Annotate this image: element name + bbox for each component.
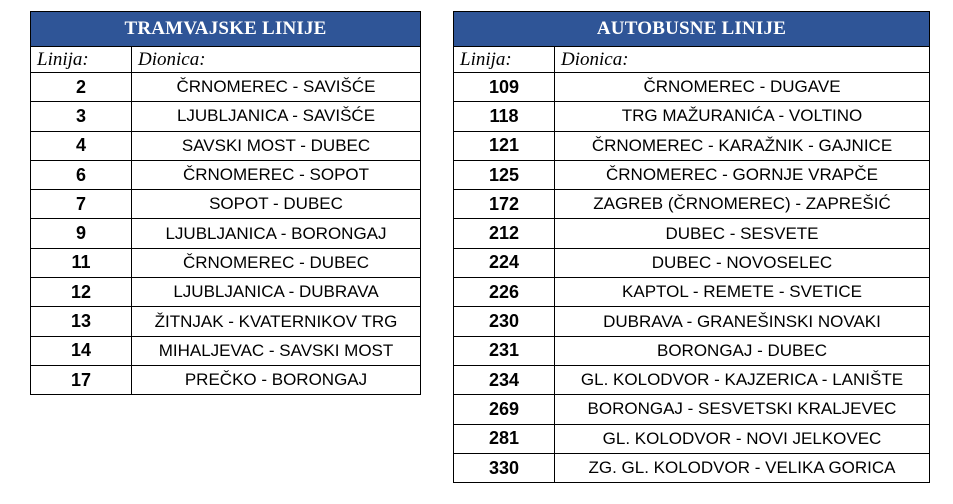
bus-col-section-header: Dionica: [555,47,930,73]
table-row [454,248,930,277]
route-section: ČRNOMEREC - DUBEC [132,248,421,277]
line-number: 226 [454,278,555,307]
line-number: 14 [31,336,132,365]
line-number: 11 [31,248,132,277]
route-section: KAPTOL - REMETE - SVETICE [555,278,930,307]
table-row [454,190,930,219]
route-section: SOPOT - DUBEC [132,190,421,219]
table-row [31,307,421,336]
route-section: TRG MAŽURANIĆA - VOLTINO [555,102,930,131]
route-section: PREČKO - BORONGAJ [132,365,421,394]
tram-table-title: TRAMVAJSKE LINIJE [31,12,421,47]
table-row [31,248,421,277]
line-number: 125 [454,160,555,189]
line-number: 234 [454,365,555,394]
line-number: 281 [454,424,555,453]
line-number: 330 [454,453,555,482]
line-number: 118 [454,102,555,131]
route-section: ČRNOMEREC - GORNJE VRAPČE [555,160,930,189]
table-row [454,278,930,307]
route-section: DUBRAVA - GRANEŠINSKI NOVAKI [555,307,930,336]
table-row [31,219,421,248]
route-section: DUBEC - SESVETE [555,219,930,248]
bus-lines-table [453,11,930,483]
tram-lines-table [30,11,421,395]
route-section: ŽITNJAK - KVATERNIKOV TRG [132,307,421,336]
table-row [31,365,421,394]
line-number: 224 [454,248,555,277]
route-section: GL. KOLODVOR - KAJZERICA - LANIŠTE [555,365,930,394]
table-row [454,160,930,189]
route-section: LJUBLJANICA - DUBRAVA [132,278,421,307]
table-row [454,365,930,394]
table-row [31,278,421,307]
route-section: BORONGAJ - SESVETSKI KRALJEVEC [555,395,930,424]
table-row [454,453,930,482]
table-row [454,307,930,336]
bus-table-body [454,73,930,483]
table-row [454,102,930,131]
route-section: ČRNOMEREC - KARAŽNIK - GAJNICE [555,131,930,160]
table-row [454,131,930,160]
route-section: BORONGAJ - DUBEC [555,336,930,365]
line-number: 230 [454,307,555,336]
table-row [454,219,930,248]
line-number: 4 [31,131,132,160]
route-section: LJUBLJANICA - BORONGAJ [132,219,421,248]
table-row [31,160,421,189]
line-number: 231 [454,336,555,365]
line-number: 109 [454,73,555,102]
line-number: 3 [31,102,132,131]
line-number: 2 [31,73,132,102]
route-section: ČRNOMEREC - SAVIŠĆE [132,73,421,102]
table-row [454,424,930,453]
route-section: SAVSKI MOST - DUBEC [132,131,421,160]
bus-table-title: AUTOBUSNE LINIJE [454,12,930,47]
table-row [31,190,421,219]
route-section: ZG. GL. KOLODVOR - VELIKA GORICA [555,453,930,482]
table-row [31,73,421,102]
tram-col-section-header: Dionica: [132,47,421,73]
line-number: 13 [31,307,132,336]
tram-table-body [31,73,421,395]
table-row [454,73,930,102]
route-section: LJUBLJANICA - SAVIŠĆE [132,102,421,131]
line-number: 212 [454,219,555,248]
line-number: 269 [454,395,555,424]
line-number: 6 [31,160,132,189]
route-section: DUBEC - NOVOSELEC [555,248,930,277]
line-number: 12 [31,278,132,307]
route-section: MIHALJEVAC - SAVSKI MOST [132,336,421,365]
bus-col-line-header: Linija: [454,47,555,73]
line-number: 9 [31,219,132,248]
route-section: GL. KOLODVOR - NOVI JELKOVEC [555,424,930,453]
table-row [31,131,421,160]
line-number: 7 [31,190,132,219]
table-row [31,336,421,365]
table-row [454,395,930,424]
route-section: ZAGREB (ČRNOMEREC) - ZAPREŠIĆ [555,190,930,219]
line-number: 172 [454,190,555,219]
route-section: ČRNOMEREC - SOPOT [132,160,421,189]
line-number: 17 [31,365,132,394]
tram-col-line-header: Linija: [31,47,132,73]
route-section: ČRNOMEREC - DUGAVE [555,73,930,102]
table-row [31,102,421,131]
table-row [454,336,930,365]
line-number: 121 [454,131,555,160]
